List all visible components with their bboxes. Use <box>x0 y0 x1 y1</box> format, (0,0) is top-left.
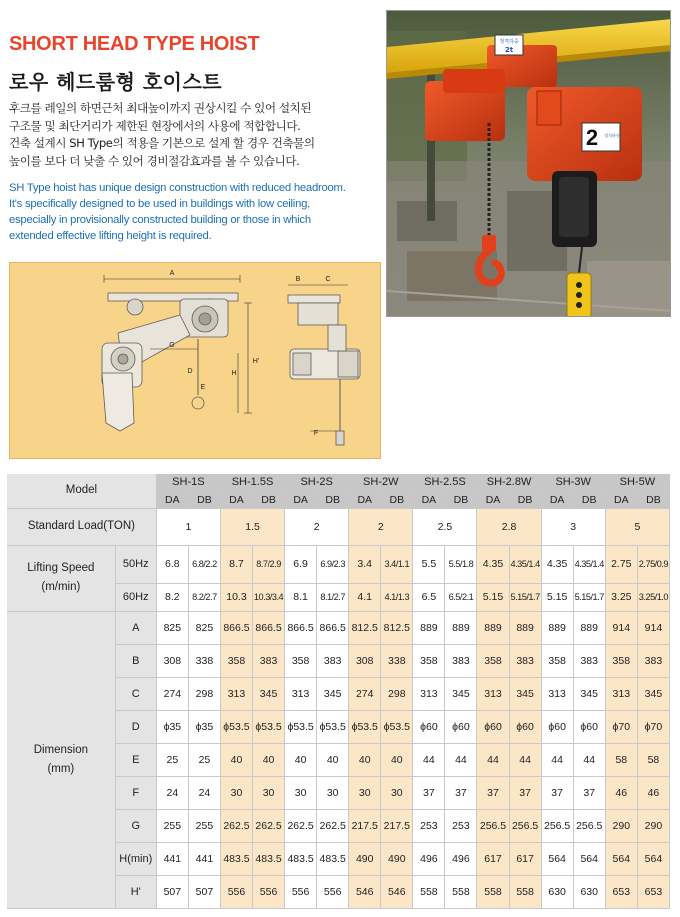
table-row <box>7 508 670 545</box>
speed-value: 5.5 <box>413 545 445 583</box>
variant-header: DB <box>381 491 413 508</box>
dimension-value: 866.5 <box>317 611 349 644</box>
dimension-value: ϕ35 <box>188 710 220 743</box>
speed-value: 6.8 <box>156 545 188 583</box>
dimension-value: 313 <box>220 677 252 710</box>
dimension-value: 345 <box>253 677 285 710</box>
variant-header: DA <box>541 491 573 508</box>
dimension-value: 313 <box>541 677 573 710</box>
variant-header: DB <box>509 491 541 508</box>
diagram-label-c: C <box>325 276 331 283</box>
diagram-label-b: B <box>295 276 301 283</box>
variant-header: DB <box>637 491 669 508</box>
dimension-value: 274 <box>349 677 381 710</box>
speed-value: 6.8/2.2 <box>188 545 220 583</box>
lifting-speed-label-line1: Lifting Speed <box>27 562 95 574</box>
dimension-value: 44 <box>509 743 541 776</box>
dimension-value: 338 <box>188 644 220 677</box>
dimension-value: 30 <box>285 776 317 809</box>
dimension-value: 37 <box>541 776 573 809</box>
dimension-key: A <box>115 611 156 644</box>
dimension-value: 866.5 <box>253 611 285 644</box>
model-header: SH-2.5S <box>413 474 477 491</box>
dimension-value: 617 <box>509 842 541 875</box>
variant-header: DA <box>605 491 637 508</box>
dimension-value: 24 <box>188 776 220 809</box>
dimension-value: 345 <box>637 677 669 710</box>
dimension-value: 358 <box>605 644 637 677</box>
dimension-value: ϕ53.5 <box>285 710 317 743</box>
dimension-value: 358 <box>220 644 252 677</box>
dimension-value: 812.5 <box>349 611 381 644</box>
standard-load-value: 2.8 <box>477 508 541 545</box>
description-korean <box>9 100 381 170</box>
dimension-value: 441 <box>156 842 188 875</box>
dimension-value: 507 <box>188 875 220 908</box>
speed-value: 3.25/1.0 <box>637 583 669 611</box>
standard-load-label: Standard Load(TON) <box>7 508 156 545</box>
beam-value: 2t <box>504 46 514 54</box>
capacity-sign-label: 정격하중 <box>604 133 620 138</box>
dimension-value: 653 <box>637 875 669 908</box>
dimension-value: ϕ70 <box>605 710 637 743</box>
dimension-value: 889 <box>477 611 509 644</box>
speed-value: 3.4/1.1 <box>381 545 413 583</box>
dimension-value: 40 <box>317 743 349 776</box>
dimension-value: ϕ53.5 <box>317 710 349 743</box>
dimension-value: 558 <box>445 875 477 908</box>
dimension-value: 866.5 <box>220 611 252 644</box>
diagram-label-g: G <box>169 342 175 349</box>
dimension-value: 358 <box>477 644 509 677</box>
variant-header: DB <box>573 491 605 508</box>
dimension-value: 37 <box>573 776 605 809</box>
dimension-value: 290 <box>605 809 637 842</box>
dimension-value: ϕ53.5 <box>253 710 285 743</box>
model-header: SH-2W <box>349 474 413 491</box>
speed-value: 6.5 <box>413 583 445 611</box>
dimension-value: 37 <box>413 776 445 809</box>
model-header: SH-1.5S <box>220 474 284 491</box>
dimension-value: 889 <box>541 611 573 644</box>
dimension-value: 483.5 <box>317 842 349 875</box>
speed-value: 6.5/2.1 <box>445 583 477 611</box>
speed-value: 8.1 <box>285 583 317 611</box>
model-header: SH-1S <box>156 474 220 491</box>
dimension-value: 308 <box>156 644 188 677</box>
standard-load-value: 5 <box>605 508 669 545</box>
dimension-label-line1: Dimension <box>33 743 89 756</box>
speed-value: 4.35 <box>477 545 509 583</box>
speed-value: 5.15 <box>477 583 509 611</box>
dimension-value: 889 <box>573 611 605 644</box>
dimension-value: ϕ35 <box>156 710 188 743</box>
speed-value: 3.25 <box>605 583 637 611</box>
dimension-value: 44 <box>445 743 477 776</box>
dimension-value: 256.5 <box>477 809 509 842</box>
dimension-value: 262.5 <box>220 809 252 842</box>
speed-value: 4.1/1.3 <box>381 583 413 611</box>
model-header: SH-5W <box>605 474 669 491</box>
dimension-value: 40 <box>381 743 413 776</box>
variant-header: DA <box>285 491 317 508</box>
dimension-value: 262.5 <box>317 809 349 842</box>
speed-value: 8.7/2.9 <box>253 545 285 583</box>
dimension-value: 507 <box>156 875 188 908</box>
dimension-value: 30 <box>381 776 413 809</box>
dimension-value: 37 <box>477 776 509 809</box>
dimension-value: 358 <box>541 644 573 677</box>
dimension-key: C <box>115 677 156 710</box>
model-header: SH-3W <box>541 474 605 491</box>
dimension-value: 44 <box>541 743 573 776</box>
speed-value: 6.9/2.3 <box>317 545 349 583</box>
dimension-value: 40 <box>285 743 317 776</box>
dimension-value: 564 <box>605 842 637 875</box>
dimension-label-line2: (mm) <box>47 762 75 775</box>
dimension-value: 558 <box>509 875 541 908</box>
dimension-value: ϕ70 <box>637 710 669 743</box>
dimension-value: 30 <box>220 776 252 809</box>
speed-value: 4.35 <box>541 545 573 583</box>
dimension-value: 40 <box>349 743 381 776</box>
dimension-key: E <box>115 743 156 776</box>
dimension-value: 256.5 <box>573 809 605 842</box>
model-header: SH-2.8W <box>477 474 541 491</box>
dimension-value: 630 <box>541 875 573 908</box>
variant-header: DA <box>220 491 252 508</box>
dimension-value: 889 <box>445 611 477 644</box>
speed-value: 6.9 <box>285 545 317 583</box>
dimension-value: 313 <box>413 677 445 710</box>
dimension-value: ϕ60 <box>445 710 477 743</box>
dimension-value: 383 <box>509 644 541 677</box>
dimension-value: ϕ60 <box>413 710 445 743</box>
dimension-value: 556 <box>285 875 317 908</box>
spec-table-body <box>7 474 670 908</box>
description-korean-line: 높이를 보다 더 낮출 수 있어 경비절감효과를 볼 수 있습니다. <box>9 153 300 168</box>
dimension-value: 44 <box>477 743 509 776</box>
dimension-value: 630 <box>573 875 605 908</box>
dimension-key: B <box>115 644 156 677</box>
dimension-value: 441 <box>188 842 220 875</box>
speed-value: 10.3/3.4 <box>253 583 285 611</box>
dimension-value: 30 <box>349 776 381 809</box>
speed-value: 8.1/2.7 <box>317 583 349 611</box>
dimension-value: 253 <box>413 809 445 842</box>
dimension-value: 262.5 <box>253 809 285 842</box>
description-english-line: SH Type hoist has unique design construction with reduced headroom. <box>9 182 346 194</box>
dimension-value: 25 <box>156 743 188 776</box>
dimension-value: 383 <box>573 644 605 677</box>
dimension-key: H' <box>115 875 156 908</box>
hoist-photo <box>386 10 671 317</box>
dimension-value: 345 <box>445 677 477 710</box>
dimension-value: 866.5 <box>285 611 317 644</box>
diagram-label-h-prime: H' <box>252 358 260 365</box>
speed-value: 5.15/1.7 <box>573 583 605 611</box>
dimension-value: 358 <box>413 644 445 677</box>
variant-header: DB <box>445 491 477 508</box>
lifting-speed-label-line2: (m/min) <box>41 581 81 593</box>
speed-value: 8.7 <box>220 545 252 583</box>
dimension-value: 46 <box>637 776 669 809</box>
dimension-value: 313 <box>477 677 509 710</box>
dimension-value: 290 <box>637 809 669 842</box>
dimension-value: 37 <box>509 776 541 809</box>
dimension-value: 653 <box>605 875 637 908</box>
variant-header: DA <box>477 491 509 508</box>
description-korean-line: 건축 설계시 SH Type의 적용을 기본으로 설계 할 경우 건축물의 <box>9 136 315 151</box>
dimension-value: 255 <box>156 809 188 842</box>
table-row <box>7 611 670 644</box>
dimension-value: 44 <box>413 743 445 776</box>
dimension-value: 253 <box>445 809 477 842</box>
dimension-value: 617 <box>477 842 509 875</box>
dimension-value: 889 <box>413 611 445 644</box>
variant-header: DB <box>253 491 285 508</box>
dimension-value: 217.5 <box>381 809 413 842</box>
dimension-value: 25 <box>188 743 220 776</box>
dimension-value: 262.5 <box>285 809 317 842</box>
dimension-value: 496 <box>445 842 477 875</box>
dimension-value: 564 <box>573 842 605 875</box>
standard-load-value: 1.5 <box>220 508 284 545</box>
diagram-label-f: F <box>313 430 319 437</box>
dimension-value: 308 <box>349 644 381 677</box>
speed-value: 8.2 <box>156 583 188 611</box>
dimension-value: 556 <box>317 875 349 908</box>
speed-value: 10.3 <box>220 583 252 611</box>
description-korean-line: 후크를 레일의 하면근처 최대높이까지 권상시킬 수 있어 설치된 <box>9 101 312 115</box>
lifting-speed-label <box>7 545 115 611</box>
dimension-value: 825 <box>188 611 220 644</box>
diagram-label-d: D <box>187 368 193 375</box>
speed-value: 8.2/2.7 <box>188 583 220 611</box>
variant-header: DA <box>413 491 445 508</box>
dimension-value: 40 <box>253 743 285 776</box>
speed-value: 5.5/1.8 <box>445 545 477 583</box>
speed-value: 4.1 <box>349 583 381 611</box>
dimension-value: 825 <box>156 611 188 644</box>
dimension-value: 58 <box>637 743 669 776</box>
dimension-value: 383 <box>253 644 285 677</box>
dimension-value: 556 <box>220 875 252 908</box>
dimension-value: 383 <box>637 644 669 677</box>
speed-value: 2.75/0.9 <box>637 545 669 583</box>
beam-label: 정격하중 <box>499 39 519 45</box>
dimension-value: 30 <box>253 776 285 809</box>
dimension-value: 30 <box>317 776 349 809</box>
model-header: SH-2S <box>285 474 349 491</box>
standard-load-value: 1 <box>156 508 220 545</box>
speed-value: 5.15/1.7 <box>509 583 541 611</box>
dimension-key: F <box>115 776 156 809</box>
dimension-value: 345 <box>573 677 605 710</box>
frequency-label: 60Hz <box>115 583 156 611</box>
table-row <box>7 474 670 491</box>
speed-value: 2.75 <box>605 545 637 583</box>
standard-load-value: 2 <box>285 508 349 545</box>
dimension-value: 914 <box>605 611 637 644</box>
speed-value: 4.35/1.4 <box>509 545 541 583</box>
dimension-value: 564 <box>637 842 669 875</box>
dimension-value: 483.5 <box>285 842 317 875</box>
dimension-value: 37 <box>445 776 477 809</box>
variant-header: DB <box>188 491 220 508</box>
dimension-value: 40 <box>220 743 252 776</box>
dimension-value: 558 <box>413 875 445 908</box>
variant-header: DA <box>156 491 188 508</box>
dimension-value: 24 <box>156 776 188 809</box>
variant-header: DB <box>317 491 349 508</box>
description-english-line: especially in provisionally constructed building or those in which <box>9 213 311 226</box>
dimension-value: 44 <box>573 743 605 776</box>
dimension-value: 556 <box>253 875 285 908</box>
dimension-value: 345 <box>317 677 349 710</box>
dimension-value: ϕ60 <box>477 710 509 743</box>
standard-load-value: 2 <box>349 508 413 545</box>
dimension-value: 546 <box>349 875 381 908</box>
dimension-label <box>7 611 115 908</box>
dimension-value: 558 <box>477 875 509 908</box>
dimension-value: ϕ53.5 <box>381 710 413 743</box>
dimension-value: 46 <box>605 776 637 809</box>
dimension-value: 345 <box>509 677 541 710</box>
dimension-value: 298 <box>381 677 413 710</box>
dimension-value: 256.5 <box>509 809 541 842</box>
dimension-value: 256.5 <box>541 809 573 842</box>
dimension-value: ϕ53.5 <box>349 710 381 743</box>
dimension-value: 490 <box>381 842 413 875</box>
dimension-value: 490 <box>349 842 381 875</box>
dimension-key: G <box>115 809 156 842</box>
description-korean-line: 구조물 및 최단거리가 제한된 현장에서의 사용에 적합합니다. <box>9 118 301 133</box>
dimension-value: 914 <box>637 611 669 644</box>
dimension-value: 383 <box>317 644 349 677</box>
model-label: Model <box>7 474 156 508</box>
speed-value: 5.15 <box>541 583 573 611</box>
speed-value: 4.35/1.4 <box>573 545 605 583</box>
dimension-value: 564 <box>541 842 573 875</box>
dimension-value: 496 <box>413 842 445 875</box>
dimension-value: 383 <box>445 644 477 677</box>
frequency-label: 50Hz <box>115 545 156 583</box>
dimension-value: 217.5 <box>349 809 381 842</box>
dimension-value: 58 <box>605 743 637 776</box>
dimension-value: 298 <box>188 677 220 710</box>
dimension-value: 546 <box>381 875 413 908</box>
dimension-value: ϕ53.5 <box>220 710 252 743</box>
dimension-value: 274 <box>156 677 188 710</box>
table-row <box>7 545 670 583</box>
dimension-value: 889 <box>509 611 541 644</box>
variant-header: DA <box>349 491 381 508</box>
diagram-label-e: E <box>200 384 206 391</box>
standard-load-value: 2.5 <box>413 508 477 545</box>
dimension-value: 313 <box>285 677 317 710</box>
dimension-value: 483.5 <box>220 842 252 875</box>
dimension-key: D <box>115 710 156 743</box>
dimension-value: ϕ60 <box>573 710 605 743</box>
diagram-label-a: A <box>169 270 175 277</box>
dimension-value: 483.5 <box>253 842 285 875</box>
description-english-line: extended effective lifting height is required. <box>9 229 212 242</box>
standard-load-value: 3 <box>541 508 605 545</box>
page-title-korean: 로우 헤드룸형 호이스트 <box>9 70 223 94</box>
dimension-value: ϕ60 <box>541 710 573 743</box>
dimension-value: 338 <box>381 644 413 677</box>
dimension-value: ϕ60 <box>509 710 541 743</box>
dimension-value: 358 <box>285 644 317 677</box>
speed-value: 3.4 <box>349 545 381 583</box>
diagram-label-h: H <box>231 370 237 377</box>
description-english <box>9 181 381 245</box>
dimension-value: 255 <box>188 809 220 842</box>
description-english-line: It's specifically designed to be used in buildings with low ceiling, <box>9 197 311 210</box>
dimension-key: H(min) <box>115 842 156 875</box>
dimension-value: 812.5 <box>381 611 413 644</box>
specification-table <box>7 474 670 909</box>
dimension-value: 313 <box>605 677 637 710</box>
dimension-diagram <box>9 262 381 459</box>
capacity-sign-number: 2 <box>585 125 599 150</box>
page-title-english: SHORT HEAD TYPE HOIST <box>9 33 260 55</box>
